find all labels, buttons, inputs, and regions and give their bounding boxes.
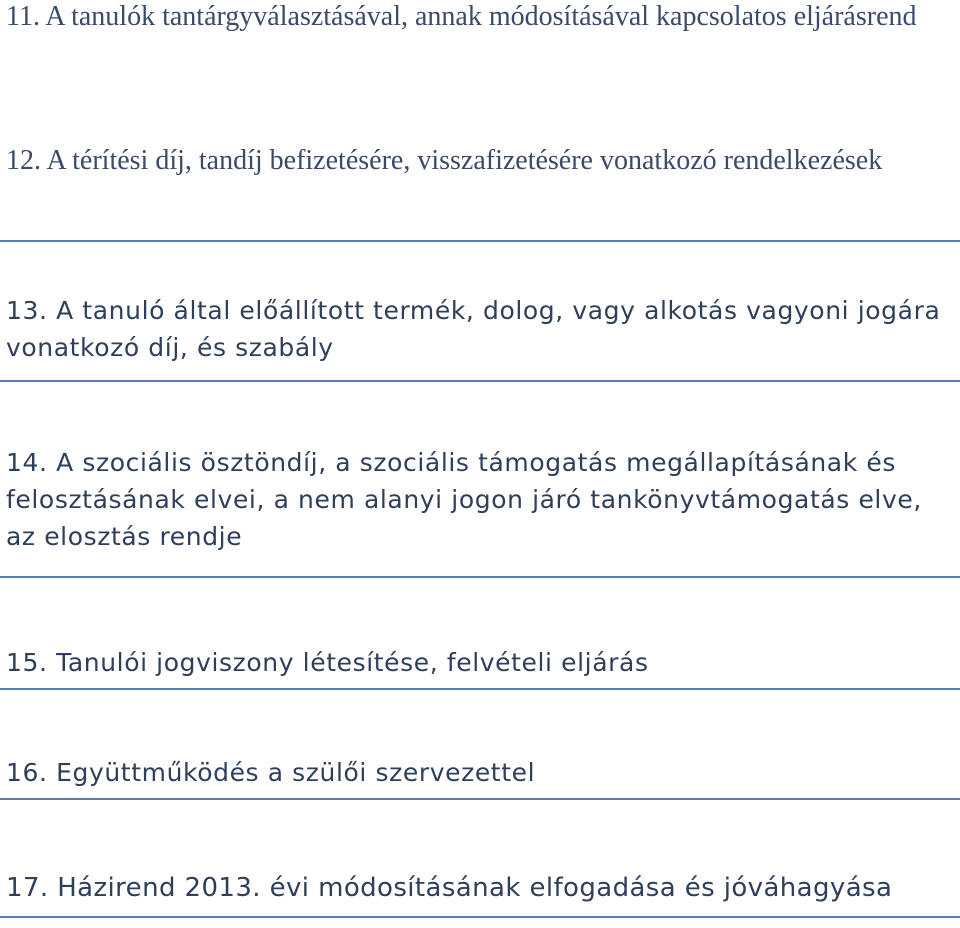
agenda-item-14 [0,444,960,570]
divider [0,688,960,690]
agenda-item-12 [0,142,960,252]
agenda-item-17 [0,870,960,914]
divider [0,916,960,918]
divider [0,380,960,382]
agenda-item-text: 11. A tanulók tantárgyválasztásával, annak módosításával kapcsolatos eljárásrend [6,1,917,32]
agenda-item-15 [0,644,960,688]
divider [0,576,960,578]
agenda-item-16 [0,754,960,798]
agenda-item-11 [0,0,960,110]
divider [0,798,960,800]
agenda-item-text: 16. Együttműködés a szülői szervezettel [6,758,536,787]
divider [0,240,960,242]
agenda-item-text: 12. A térítési díj, tandíj befizetésére, visszafizetésére vonatkozó rendelkezések [6,145,883,176]
agenda-item-text: 14. A szociális ösztöndíj, a szociális támogatás megállapításának és felosztásának elvei, a nem alanyi jogon járó tankönyvtámogatás elve, az elosztás rendje [6,448,922,551]
agenda-item-13 [0,292,960,382]
agenda-item-text: 15. Tanulói jogviszony létesítése, felvételi eljárás [6,648,649,677]
agenda-item-text: 17. Házirend 2013. évi módosításának elfogadása és jóváhagyása [6,873,893,903]
agenda-item-text: 13. A tanuló által előállított termék, dolog, vagy alkotás vagyoni jogára vonatkozó díj, és szabály [6,296,941,362]
